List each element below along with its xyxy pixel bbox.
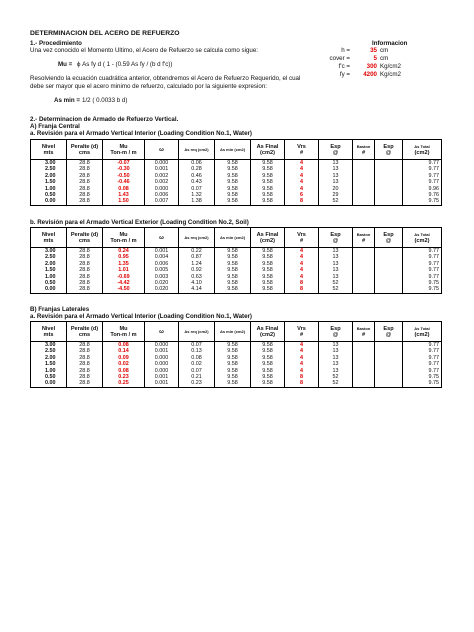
table-row (31, 380, 442, 387)
table-cell: 3.00 (31, 342, 67, 349)
table-cell: 4 (285, 254, 319, 260)
table-cell: 13 (319, 261, 353, 267)
table-cell: 9.58 (215, 198, 251, 205)
table-cell: 9.77 (403, 179, 442, 185)
table-cell: 9.58 (215, 274, 251, 280)
table-cell: 4 (285, 186, 319, 192)
table-cell: 1.38 (179, 198, 215, 205)
table-cell: 0.24 (103, 248, 145, 255)
table-cell: 0.50 (31, 192, 67, 198)
table-cell: 28.8 (67, 267, 103, 273)
table-cell: 13 (319, 361, 353, 367)
table-cell: 0.006 (145, 192, 179, 198)
table-cell: 13 (319, 173, 353, 179)
table-cell: 0.22 (179, 248, 215, 255)
table-cell: 28.8 (67, 368, 103, 374)
table-cell: 9.75 (403, 374, 442, 380)
info-unit-cover: cm (380, 55, 389, 62)
table-cell: 0.02 (103, 361, 145, 367)
section2-heading: 2.- Determinacion de Armado de Refuerzo Vertical. (30, 116, 179, 123)
table-cell: 1.50 (103, 198, 145, 205)
table-cell: 9.77 (403, 173, 442, 179)
table-cell (353, 380, 375, 387)
table-cell: 8 (285, 280, 319, 286)
table-cell: 0.000 (145, 361, 179, 367)
table-cell: 52 (319, 286, 353, 293)
table-cell: 13 (319, 368, 353, 374)
table-cell: 1.00 (31, 274, 67, 280)
table-cell: 9.58 (215, 192, 251, 198)
table-cell: 0.07 (179, 342, 215, 349)
table-cell: 4 (285, 355, 319, 361)
table-cell: 9.58 (215, 368, 251, 374)
table-cell: 52 (319, 380, 353, 387)
table-cell: 9.58 (215, 348, 251, 354)
col-header-astotal: As Total (cm2) (403, 228, 442, 248)
col-header-esp: Esp @ (319, 228, 353, 248)
table-cell: 0.23 (179, 380, 215, 387)
col-header-peralte: Peralte (d) cms (67, 228, 103, 248)
table-cell: 1.50 (31, 179, 67, 185)
table-cell: 28.8 (67, 355, 103, 361)
page-title: DETERMINACION DEL ACERO DE REFUERZO (30, 30, 180, 37)
col-header-esp2: Esp @ (375, 140, 403, 160)
table-cell: 28.8 (67, 173, 103, 179)
table-cell: 0.14 (103, 348, 145, 354)
table-cell: 9.77 (403, 166, 442, 172)
col-header-astotal: As Total (cm2) (403, 322, 442, 342)
table-cell: 0.003 (145, 274, 179, 280)
table-cell: 0.08 (103, 368, 145, 374)
table-cell: 13 (319, 248, 353, 255)
table-cell: 0.005 (145, 267, 179, 273)
table-cell: 0.000 (145, 368, 179, 374)
table-cell: 4 (285, 166, 319, 172)
table-cell: 9.77 (403, 267, 442, 273)
table-cell: 0.001 (145, 380, 179, 387)
table-cell: 9.58 (251, 248, 285, 255)
table-cell: 6 (285, 192, 319, 198)
table-cell: 28.8 (67, 361, 103, 367)
table-cell: 28.8 (67, 261, 103, 267)
table-cell: 52 (319, 198, 353, 205)
asmin-label: As min = (54, 97, 80, 104)
table-cell: 0.50 (31, 280, 67, 286)
table-cell: 0.21 (179, 374, 215, 380)
table-cell: 9.77 (403, 248, 442, 255)
table-cell: 0.000 (145, 342, 179, 349)
table-cell: 9.58 (251, 254, 285, 260)
col-header-asmin: As min (cm2) (215, 322, 251, 342)
table-cell: 4 (285, 179, 319, 185)
table-cell: 0.08 (179, 355, 215, 361)
table-cell: 9.58 (215, 374, 251, 380)
table-cell: 28.8 (67, 160, 103, 167)
table-cell: 0.007 (145, 198, 179, 205)
table-cell: 0.50 (31, 374, 67, 380)
info-value-fy: 4200 (363, 71, 377, 78)
table-cell: 9.58 (251, 179, 285, 185)
col-header-esp: Esp @ (319, 322, 353, 342)
table-cell: 28.8 (67, 286, 103, 293)
table-cell: 0.08 (103, 186, 145, 192)
table-cell (375, 342, 403, 349)
col-header-nivel: Nivel mts (31, 322, 67, 342)
table-cell: 9.58 (251, 361, 285, 367)
table-cell: 4 (285, 274, 319, 280)
table-cell: 9.58 (215, 380, 251, 387)
table-cell: 9.77 (403, 274, 442, 280)
table-cell: 13 (319, 355, 353, 361)
table-cell: 0.92 (179, 267, 215, 273)
table-cell: 2.00 (31, 261, 67, 267)
table-cell: 0.00 (31, 380, 67, 387)
table-cell: 0.28 (179, 166, 215, 172)
procedimiento-heading: 1.- Procedimiento (30, 40, 82, 47)
table-cell: 9.75 (403, 380, 442, 387)
info-label-h: h = (341, 47, 350, 54)
info-unit-fy: Kg/cm2 (380, 71, 401, 78)
info-label-cover: cover = (329, 55, 350, 62)
table-cell: 8 (285, 286, 319, 293)
table-cell: 9.75 (403, 286, 442, 293)
table-cell: 8 (285, 198, 319, 205)
table-cell (353, 286, 375, 293)
table-cell: 9.77 (403, 348, 442, 354)
table1-heading: a. Revisión para el Armado Vertical Interior (Loading Condition No.1, Water) (30, 130, 252, 137)
table-cell: 4 (285, 368, 319, 374)
table-cell: 0.09 (103, 355, 145, 361)
col-header-vrs: Vrs # (285, 140, 319, 160)
table-cell: 9.58 (215, 355, 251, 361)
col-header-mu: Mu Ton-m / m (103, 322, 145, 342)
col-header-esp2: Esp @ (375, 228, 403, 248)
table-cell: 0.07 (179, 186, 215, 192)
col-header-phi: ω (145, 228, 179, 248)
table-cell: 1.24 (179, 261, 215, 267)
col-header-as: As Final (cm2) (251, 228, 285, 248)
table-cell: 4 (285, 342, 319, 349)
col-header-asmin: As min (cm2) (215, 140, 251, 160)
table-cell: 9.58 (215, 261, 251, 267)
table-cell: 0.020 (145, 280, 179, 286)
table-cell: 0.00 (31, 198, 67, 205)
table-cell: 20 (319, 186, 353, 192)
armado-table-3 (30, 321, 442, 388)
table-cell: 0.87 (179, 254, 215, 260)
table2-heading: b. Revisión para el Armado Vertical Exterior (Loading Condition No.2, Soil) (30, 219, 249, 226)
col-header-esp: Esp @ (319, 140, 353, 160)
table-cell: 28.8 (67, 274, 103, 280)
info-unit-h: cm (380, 47, 389, 54)
table-cell: 0.95 (103, 254, 145, 260)
table-cell: 2.50 (31, 254, 67, 260)
table-cell: 9.76 (403, 192, 442, 198)
info-value-fc: 300 (366, 63, 377, 70)
table-cell (353, 160, 375, 167)
table-cell: 4 (285, 348, 319, 354)
table-cell: 0.001 (145, 348, 179, 354)
table-cell: 2.50 (31, 166, 67, 172)
table-cell: 9.58 (251, 198, 285, 205)
table-cell: 13 (319, 254, 353, 260)
table-cell: 9.77 (403, 355, 442, 361)
table-cell: 9.58 (251, 380, 285, 387)
col-header-nivel: Nivel mts (31, 140, 67, 160)
table-cell: 9.58 (215, 179, 251, 185)
table-cell: 4 (285, 261, 319, 267)
mu-label: Mu = (58, 61, 73, 68)
table-cell (375, 248, 403, 255)
table-cell: 9.75 (403, 198, 442, 205)
table-cell: 9.77 (403, 342, 442, 349)
col-header-vrs: Vrs # (285, 322, 319, 342)
col-header-baston: Baston # (353, 140, 375, 160)
table-cell (353, 342, 375, 349)
intro-text: Una vez conocido el Momento Ultimo, el Acero de Refuerzo se calcula como sigue: (30, 47, 259, 54)
table-cell (375, 380, 403, 387)
table-cell: 0.001 (145, 166, 179, 172)
table-cell: 0.07 (179, 368, 215, 374)
info-value-cover: 5 (373, 55, 377, 62)
col-header-asmin: As min (cm2) (215, 228, 251, 248)
table-cell: 0.000 (145, 186, 179, 192)
table-row (31, 198, 442, 205)
col-header-nivel: Nivel mts (31, 228, 67, 248)
info-unit-fc: Kg/cm2 (380, 63, 401, 70)
armado-table-2 (30, 227, 442, 294)
table-cell: 4.14 (179, 286, 215, 293)
table-cell: 28.8 (67, 166, 103, 172)
asmin-formula: 1/2 ( 0.0033 b d) (82, 97, 128, 104)
table-cell: 1.50 (31, 267, 67, 273)
table-cell: 1.43 (103, 192, 145, 198)
table-cell: 28.8 (67, 248, 103, 255)
table-row (31, 160, 442, 167)
franjas-laterales-heading: B) Franjas Laterales (30, 306, 90, 313)
table-cell: 9.58 (251, 348, 285, 354)
table-row (31, 342, 442, 349)
info-title: Informacion (372, 40, 408, 47)
table-cell: 2.50 (31, 348, 67, 354)
table-cell: 9.58 (215, 186, 251, 192)
table-cell (375, 198, 403, 205)
table3-heading: a. Revisión para el Armado Vertical Interior (Loading Condition No.1, Water) (30, 313, 252, 320)
table-cell: 9.58 (251, 186, 285, 192)
table-cell: 8 (285, 380, 319, 387)
table-cell: 0.000 (145, 160, 179, 167)
table-cell: 0.63 (179, 274, 215, 280)
table-cell: 9.58 (251, 286, 285, 293)
table-cell: 0.08 (103, 342, 145, 349)
table-cell: 4 (285, 267, 319, 273)
table-cell: 13 (319, 267, 353, 273)
table-cell: 28.8 (67, 198, 103, 205)
table-cell: -0.46 (103, 179, 145, 185)
table-cell: 0.001 (145, 374, 179, 380)
col-header-peralte: Peralte (d) cms (67, 322, 103, 342)
table-cell: 4 (285, 173, 319, 179)
table-cell: 9.58 (251, 261, 285, 267)
table-cell: 13 (319, 274, 353, 280)
table-cell: -0.50 (103, 173, 145, 179)
table-cell: 1.00 (31, 368, 67, 374)
table-cell: 4 (285, 361, 319, 367)
table-cell: 52 (319, 374, 353, 380)
table-cell: 1.00 (31, 186, 67, 192)
table-cell: 0.00 (31, 286, 67, 293)
table-cell: 9.58 (251, 355, 285, 361)
table-cell: 0.25 (103, 380, 145, 387)
table-row (31, 248, 442, 255)
col-header-astotal: As Total (cm2) (403, 140, 442, 160)
table-cell: 9.77 (403, 361, 442, 367)
table-cell (375, 160, 403, 167)
table-cell: 9.58 (251, 173, 285, 179)
table-cell: 0.23 (103, 374, 145, 380)
table-row (31, 286, 442, 293)
col-header-asreq: As req (cm2) (179, 140, 215, 160)
table-cell: 9.58 (251, 342, 285, 349)
table-cell: 9.58 (215, 267, 251, 273)
table-cell: 1.35 (103, 261, 145, 267)
table-cell: 0.06 (179, 160, 215, 167)
table-cell: 9.58 (251, 166, 285, 172)
table-cell: 0.002 (145, 179, 179, 185)
armado-table-1 (30, 139, 442, 206)
table-cell: -4.50 (103, 286, 145, 293)
table-cell: 9.58 (251, 274, 285, 280)
col-header-vrs: Vrs # (285, 228, 319, 248)
table-cell: 52 (319, 280, 353, 286)
col-header-mu: Mu Ton-m / m (103, 140, 145, 160)
table-cell: 0.13 (179, 348, 215, 354)
col-header-phi: ω (145, 140, 179, 160)
table-cell: 9.58 (251, 374, 285, 380)
franja-central-heading: A) Franja Central (30, 123, 80, 130)
table-cell: 28.8 (67, 374, 103, 380)
table-cell: 9.58 (215, 342, 251, 349)
table-cell: 13 (319, 166, 353, 172)
table-cell: 8 (285, 374, 319, 380)
table-cell: 1.32 (179, 192, 215, 198)
table-cell: 9.77 (403, 368, 442, 374)
table-cell: 28.8 (67, 280, 103, 286)
table-cell: 1.01 (103, 267, 145, 273)
mu-formula: ϕ As fy d ( 1 - (0.59 As fy / (b d f'c)) (77, 61, 173, 68)
table-cell: 3.00 (31, 248, 67, 255)
table-cell: 2.00 (31, 173, 67, 179)
info-label-fy: fy = (339, 71, 350, 78)
table-cell: 0.46 (179, 173, 215, 179)
table-cell: 13 (319, 342, 353, 349)
table-cell: 13 (319, 179, 353, 185)
resolve-text-1: Resolviendo la ecuación cuadrática anterior, obtendremos el Acero de Refuerzo Requerido, el cual (30, 75, 301, 82)
resolve-text-2: debe ser mayor que el acero minimo de refuerzo, calculado por la siguiente expresion: (30, 83, 267, 90)
table-cell: 4 (285, 160, 319, 167)
table-cell: 9.58 (215, 286, 251, 293)
table-cell: 9.77 (403, 160, 442, 167)
table-cell: 28.8 (67, 380, 103, 387)
table-cell: 9.77 (403, 254, 442, 260)
table-cell: 28.8 (67, 348, 103, 354)
table-cell: 13 (319, 160, 353, 167)
table-cell: 9.58 (215, 361, 251, 367)
table-cell: 0.020 (145, 286, 179, 293)
col-header-mu: Mu Ton-m / m (103, 228, 145, 248)
table-cell: 9.75 (403, 280, 442, 286)
table-cell: 9.58 (251, 192, 285, 198)
table-cell: 4.10 (179, 280, 215, 286)
table-cell: 28.8 (67, 179, 103, 185)
table-cell: 9.58 (215, 160, 251, 167)
table-cell: 0.006 (145, 261, 179, 267)
table-cell: -4.42 (103, 280, 145, 286)
table-cell: 9.58 (251, 280, 285, 286)
table-cell: 2.00 (31, 355, 67, 361)
table-cell (375, 286, 403, 293)
table-cell: 0.02 (179, 361, 215, 367)
table-cell: -0.07 (103, 160, 145, 167)
table-cell: 3.00 (31, 160, 67, 167)
table-cell: 9.58 (215, 248, 251, 255)
table-cell: 0.002 (145, 173, 179, 179)
table-cell: 9.58 (251, 368, 285, 374)
table-cell: 9.96 (403, 186, 442, 192)
table-cell: 28.8 (67, 342, 103, 349)
table-cell: 9.58 (215, 166, 251, 172)
col-header-as: As Final (cm2) (251, 140, 285, 160)
table-cell: 9.58 (251, 267, 285, 273)
table-cell (353, 198, 375, 205)
col-header-baston: Baston # (353, 322, 375, 342)
table-cell: 1.50 (31, 361, 67, 367)
table-cell: 29 (319, 192, 353, 198)
table-cell: -0.69 (103, 274, 145, 280)
table-cell: 28.8 (67, 254, 103, 260)
table-cell: 0.43 (179, 179, 215, 185)
table-cell: 0.004 (145, 254, 179, 260)
table-cell: -0.30 (103, 166, 145, 172)
table-cell: 9.58 (215, 280, 251, 286)
info-value-h: 35 (370, 47, 377, 54)
col-header-asreq: As req (cm2) (179, 228, 215, 248)
table-cell: 28.8 (67, 186, 103, 192)
col-header-esp2: Esp @ (375, 322, 403, 342)
col-header-asreq: As req (cm2) (179, 322, 215, 342)
table-cell: 13 (319, 348, 353, 354)
table-cell: 4 (285, 248, 319, 255)
table-cell: 9.58 (215, 254, 251, 260)
table-cell: 9.58 (215, 173, 251, 179)
table-cell (353, 248, 375, 255)
table-cell: 0.001 (145, 248, 179, 255)
col-header-peralte: Peralte (d) cms (67, 140, 103, 160)
col-header-baston: Baston # (353, 228, 375, 248)
table-cell: 9.77 (403, 261, 442, 267)
col-header-as: As Final (cm2) (251, 322, 285, 342)
table-cell: 0.000 (145, 355, 179, 361)
info-label-fc: f'c = (338, 63, 350, 70)
table-cell: 9.58 (251, 160, 285, 167)
col-header-phi: ω (145, 322, 179, 342)
table-cell: 28.8 (67, 192, 103, 198)
